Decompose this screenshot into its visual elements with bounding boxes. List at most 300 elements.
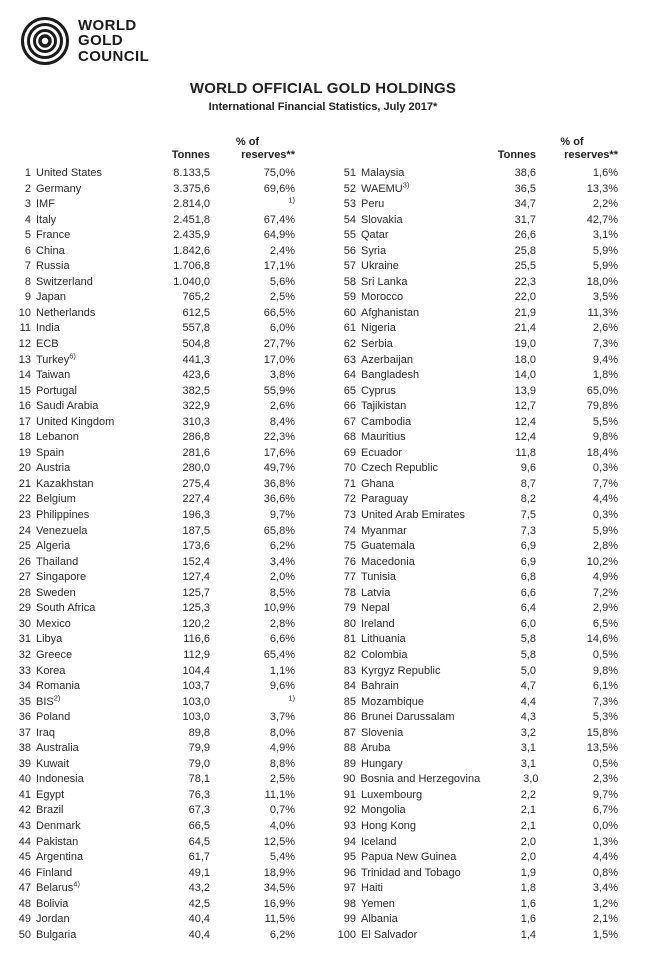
row-rank: 55 bbox=[343, 229, 356, 242]
tonnes-value: 2.814,0 bbox=[173, 198, 210, 211]
tonnes-value: 21,4 bbox=[514, 322, 536, 335]
country-name: Peru bbox=[361, 198, 385, 211]
tonnes-header: Tonnes bbox=[497, 149, 536, 161]
reserves-percent: 2,0% bbox=[269, 571, 295, 584]
country-name: Azerbaijan bbox=[361, 353, 413, 366]
table-row bbox=[335, 244, 618, 260]
tonnes-value: 36,5 bbox=[514, 182, 536, 195]
reserves-percent: 2,9% bbox=[592, 602, 618, 615]
table-row bbox=[335, 524, 618, 540]
tonnes-value: 275,4 bbox=[182, 477, 210, 490]
table-row bbox=[335, 803, 618, 819]
country-name: Paraguay bbox=[361, 493, 409, 506]
reserves-percent: 2,8% bbox=[592, 540, 618, 553]
table-row bbox=[335, 617, 618, 633]
tonnes-value: 6,6 bbox=[520, 586, 536, 599]
tonnes-value: 49,1 bbox=[188, 866, 210, 879]
row-rank: 4 bbox=[24, 213, 31, 226]
reserves-percent: 7,2% bbox=[592, 586, 618, 599]
reserves-percent: 18,0% bbox=[586, 275, 618, 288]
table-row bbox=[335, 928, 618, 944]
row-rank: 71 bbox=[343, 477, 356, 490]
tonnes-value: 1,4 bbox=[520, 928, 536, 941]
row-rank: 8 bbox=[24, 275, 31, 288]
table-row bbox=[15, 648, 295, 664]
reserves-percent: 67,4% bbox=[263, 213, 295, 226]
rows-right bbox=[335, 166, 618, 943]
tonnes-value: 42,5 bbox=[188, 897, 210, 910]
tonnes-value: 25,8 bbox=[514, 244, 536, 257]
table-row bbox=[335, 166, 618, 182]
row-rank: 62 bbox=[343, 338, 356, 351]
table-row bbox=[335, 741, 618, 757]
country-name: Russia bbox=[36, 260, 70, 273]
table-row bbox=[335, 384, 618, 400]
table-row bbox=[335, 912, 618, 928]
tonnes-value: 14,0 bbox=[514, 369, 536, 382]
row-rank: 17 bbox=[18, 415, 31, 428]
country-name: Colombia bbox=[361, 648, 408, 661]
country-name: ECB bbox=[36, 338, 59, 351]
row-rank: 50 bbox=[18, 928, 31, 941]
reserves-percent: 11,3% bbox=[587, 306, 618, 319]
row-rank: 21 bbox=[18, 477, 31, 490]
table-row bbox=[15, 384, 295, 400]
country-name: Italy bbox=[36, 213, 57, 226]
country-name: Belgium bbox=[36, 493, 76, 506]
reserves-percent: 5,9% bbox=[592, 244, 618, 257]
tonnes-value: 112,9 bbox=[183, 648, 210, 661]
reserves-header: reserves** bbox=[241, 149, 295, 161]
country-name: Brunei Darussalam bbox=[361, 711, 455, 724]
country-name: Switzerland bbox=[36, 275, 93, 288]
tonnes-value: 765,2 bbox=[182, 291, 210, 304]
tonnes-value: 3,1 bbox=[520, 742, 536, 755]
table-row bbox=[15, 757, 295, 773]
logo-line-council: COUNCIL bbox=[78, 47, 150, 65]
reserves-percent: 10,2% bbox=[586, 555, 618, 568]
country-name: Lebanon bbox=[36, 431, 79, 444]
row-rank: 12 bbox=[18, 338, 31, 351]
tonnes-value: 38,6 bbox=[514, 167, 536, 179]
tonnes-value: 5,8 bbox=[520, 648, 536, 661]
reserves-percent: 9,7% bbox=[592, 788, 618, 801]
country-name: Jordan bbox=[36, 913, 70, 926]
row-rank: 6 bbox=[24, 244, 31, 257]
country-name: Poland bbox=[36, 711, 71, 724]
table-row bbox=[335, 772, 618, 788]
tonnes-value: 6,9 bbox=[520, 555, 536, 568]
row-rank: 96 bbox=[343, 866, 356, 879]
reserves-percent: 12,5% bbox=[263, 835, 295, 848]
country-name: Saudi Arabia bbox=[36, 400, 99, 413]
tonnes-value: 504,8 bbox=[182, 338, 210, 351]
table-row bbox=[15, 415, 295, 431]
tonnes-value: 152,4 bbox=[182, 555, 210, 568]
row-rank: 41 bbox=[18, 788, 31, 801]
table-row bbox=[335, 290, 618, 306]
reserves-percent: 17,6% bbox=[263, 446, 295, 459]
reserves-percent: 17,1% bbox=[263, 260, 295, 273]
row-rank: 5 bbox=[24, 229, 31, 242]
country-name: Singapore bbox=[36, 571, 87, 584]
row-rank: 1 bbox=[24, 167, 31, 179]
tonnes-value: 6,8 bbox=[520, 571, 536, 584]
tonnes-value: 3,2 bbox=[520, 726, 536, 739]
table-row bbox=[15, 741, 295, 757]
row-rank: 58 bbox=[343, 275, 356, 288]
country-name: Slovenia bbox=[361, 726, 404, 739]
row-rank: 72 bbox=[343, 493, 356, 506]
tonnes-value: 76,3 bbox=[188, 788, 210, 801]
reserves-percent: 18,9% bbox=[263, 866, 295, 879]
table-row bbox=[15, 461, 295, 477]
reserves-percent: 8,8% bbox=[269, 757, 295, 770]
country-name: Kyrgyz Republic bbox=[361, 664, 441, 677]
row-rank: 36 bbox=[18, 711, 31, 724]
tonnes-value: 19,0 bbox=[514, 338, 536, 351]
row-rank: 30 bbox=[18, 617, 31, 630]
tonnes-value: 6,9 bbox=[520, 540, 536, 553]
row-rank: 46 bbox=[18, 866, 31, 879]
reserves-percent: 2,5% bbox=[269, 291, 295, 304]
country-name: Yemen bbox=[361, 897, 395, 910]
reserves-percent: 0,7% bbox=[269, 804, 295, 817]
reserves-percent: 55,9% bbox=[263, 384, 295, 397]
table-row bbox=[335, 648, 618, 664]
reserves-percent: 34,5% bbox=[263, 882, 295, 895]
tonnes-value: 322,9 bbox=[182, 400, 210, 413]
table-row bbox=[335, 710, 618, 726]
country-name: Brazil bbox=[36, 804, 64, 817]
country-name: Serbia bbox=[361, 338, 393, 351]
tonnes-value: 4,7 bbox=[520, 680, 536, 693]
country-name: Kazakhstan bbox=[36, 477, 94, 490]
table-row bbox=[335, 757, 618, 773]
table-row bbox=[335, 477, 618, 493]
table-row bbox=[15, 321, 295, 337]
tonnes-value: 1.706,8 bbox=[173, 260, 210, 273]
country-name: Australia bbox=[36, 742, 79, 755]
reserves-percent: 0,5% bbox=[592, 648, 618, 661]
country-name: Lithuania bbox=[361, 633, 406, 646]
reserves-percent: 0,5% bbox=[592, 757, 618, 770]
tonnes-value: 8,2 bbox=[520, 493, 536, 506]
country-name: India bbox=[36, 322, 60, 335]
pct-of-header: % of bbox=[235, 136, 260, 148]
table-row bbox=[15, 928, 295, 944]
table-row bbox=[335, 601, 618, 617]
reserves-percent: 1,5% bbox=[592, 928, 618, 941]
row-rank: 16 bbox=[18, 400, 31, 413]
row-rank: 82 bbox=[343, 648, 356, 661]
row-rank: 48 bbox=[18, 897, 31, 910]
tonnes-value: 4,3 bbox=[520, 711, 536, 724]
country-name: Hungary bbox=[361, 757, 403, 770]
tonnes-value: 11,8 bbox=[515, 446, 536, 459]
country-name: Turkey$^{6)}$ bbox=[36, 350, 76, 366]
country-name: Morocco bbox=[361, 291, 404, 304]
country-name: Trinidad and Tobago bbox=[361, 866, 461, 879]
row-rank: 35 bbox=[18, 695, 31, 708]
reserves-percent: 4,4% bbox=[592, 851, 618, 864]
country-name: Afghanistan bbox=[361, 306, 420, 319]
row-rank: 98 bbox=[343, 897, 356, 910]
tonnes-value: 34,7 bbox=[514, 198, 536, 211]
row-rank: 15 bbox=[18, 384, 31, 397]
tonnes-value: 64,5 bbox=[188, 835, 210, 848]
tonnes-value: 227,4 bbox=[182, 493, 210, 506]
reserves-percent: 8,0% bbox=[269, 726, 295, 739]
country-name: Romania bbox=[36, 680, 81, 693]
row-rank: 86 bbox=[343, 711, 356, 724]
tonnes-value: 103,7 bbox=[182, 680, 210, 693]
header-row-pct-of-right bbox=[335, 136, 618, 149]
row-rank: 91 bbox=[343, 788, 356, 801]
table-row bbox=[335, 446, 618, 462]
reserves-percent: 4,0% bbox=[269, 819, 295, 832]
tonnes-value: 2.451,8 bbox=[173, 213, 210, 226]
reserves-percent: 0,3% bbox=[592, 462, 618, 475]
tonnes-value: 40,4 bbox=[188, 913, 210, 926]
country-name: Syria bbox=[361, 244, 387, 257]
table-row bbox=[335, 213, 618, 229]
reserves-percent: 2,2% bbox=[592, 198, 618, 211]
table-row bbox=[15, 290, 295, 306]
row-rank: 22 bbox=[18, 493, 31, 506]
country-name: Philippines bbox=[36, 509, 90, 522]
tonnes-value: 423,6 bbox=[182, 369, 210, 382]
tonnes-value: 196,3 bbox=[182, 509, 210, 522]
reserves-percent: 5,6% bbox=[269, 275, 295, 288]
reserves-percent: 22,3% bbox=[263, 431, 295, 444]
reserves-percent: 8,5% bbox=[269, 586, 295, 599]
tonnes-value: 7,3 bbox=[520, 524, 536, 537]
tonnes-value: 125,3 bbox=[182, 602, 210, 615]
reserves-percent: 3,4% bbox=[269, 555, 295, 568]
tonnes-value: 31,7 bbox=[514, 213, 536, 226]
row-rank: 76 bbox=[343, 555, 356, 568]
table-row bbox=[335, 679, 618, 695]
row-rank: 83 bbox=[343, 664, 356, 677]
tonnes-value: 3,1 bbox=[520, 757, 536, 770]
row-rank: 26 bbox=[18, 555, 31, 568]
table-left-half bbox=[15, 136, 295, 943]
table-row bbox=[335, 788, 618, 804]
country-name: Kuwait bbox=[36, 757, 70, 770]
country-name: Bangladesh bbox=[361, 369, 420, 382]
row-rank: 69 bbox=[343, 446, 356, 459]
row-rank: 9 bbox=[24, 291, 31, 304]
reserves-percent: 49,7% bbox=[263, 462, 295, 475]
table-row bbox=[335, 461, 618, 477]
reserves-percent: 11,5% bbox=[264, 913, 295, 926]
tonnes-value: 173,6 bbox=[182, 540, 210, 553]
table-row bbox=[335, 632, 618, 648]
row-rank: 80 bbox=[343, 617, 356, 630]
country-name: BIS$^{2)}$ bbox=[36, 692, 61, 708]
row-rank: 44 bbox=[18, 835, 31, 848]
country-name: Cyprus bbox=[361, 384, 396, 397]
row-rank: 60 bbox=[343, 306, 356, 319]
table-row bbox=[335, 835, 618, 851]
row-rank: 84 bbox=[343, 680, 356, 693]
country-name: Ireland bbox=[361, 617, 395, 630]
reserves-percent: 2,3% bbox=[592, 773, 619, 786]
table-row bbox=[15, 508, 295, 524]
tonnes-value: 4,4 bbox=[520, 695, 536, 708]
reserves-percent: 7,7% bbox=[592, 477, 618, 490]
table-row bbox=[15, 850, 295, 866]
row-rank: 37 bbox=[18, 726, 31, 739]
tonnes-value: 103,0 bbox=[182, 695, 210, 708]
reserves-percent: 3,5% bbox=[592, 291, 618, 304]
country-name: Algeria bbox=[36, 540, 71, 553]
tonnes-value: 1.842,6 bbox=[173, 244, 210, 257]
row-rank: 63 bbox=[343, 353, 356, 366]
reserves-percent: 3,8% bbox=[269, 369, 295, 382]
country-name: Mongolia bbox=[361, 804, 406, 817]
country-name: Denmark bbox=[36, 819, 81, 832]
table-row bbox=[15, 350, 295, 369]
row-rank: 57 bbox=[343, 260, 356, 273]
country-name: Nigeria bbox=[361, 322, 396, 335]
header-row-pct-of-left bbox=[15, 136, 295, 149]
tonnes-value: 22,0 bbox=[514, 291, 536, 304]
row-rank: 75 bbox=[343, 540, 356, 553]
row-rank: 68 bbox=[343, 431, 356, 444]
reserves-percent: 5,9% bbox=[592, 260, 618, 273]
reserves-percent: 5,4% bbox=[269, 851, 295, 864]
table-row bbox=[15, 524, 295, 540]
reserves-percent: 9,7% bbox=[269, 509, 295, 522]
row-rank: 14 bbox=[18, 369, 31, 382]
reserves-percent: 3,1% bbox=[592, 229, 618, 242]
tonnes-value: 103,0 bbox=[182, 711, 210, 724]
row-rank: 13 bbox=[18, 353, 31, 366]
reserves-percent: 10,9% bbox=[263, 602, 295, 615]
reserves-percent: 69,6% bbox=[263, 182, 295, 195]
row-rank: 49 bbox=[18, 913, 31, 926]
row-rank: 67 bbox=[343, 415, 356, 428]
table-row bbox=[335, 819, 618, 835]
reserves-percent: 9,4% bbox=[592, 353, 618, 366]
table-row bbox=[335, 275, 618, 291]
table-row bbox=[335, 555, 618, 571]
reserves-percent: 2,6% bbox=[592, 322, 618, 335]
table-row bbox=[15, 399, 295, 415]
row-rank: 93 bbox=[343, 819, 356, 832]
table-row bbox=[15, 446, 295, 462]
country-name: Egypt bbox=[36, 788, 65, 801]
tonnes-value: 2,0 bbox=[520, 835, 536, 848]
tonnes-value: 22,3 bbox=[514, 275, 536, 288]
row-rank: 100 bbox=[337, 928, 356, 941]
row-rank: 33 bbox=[18, 664, 31, 677]
tonnes-value: 40,4 bbox=[188, 928, 210, 941]
table-row bbox=[15, 492, 295, 508]
country-name: Myanmar bbox=[361, 524, 407, 537]
reserves-percent: 4,4% bbox=[592, 493, 618, 506]
country-name: Mexico bbox=[36, 617, 71, 630]
header-row-left bbox=[15, 149, 295, 162]
tonnes-value: 382,5 bbox=[182, 384, 210, 397]
tonnes-value: 441,3 bbox=[182, 353, 210, 366]
table-row bbox=[335, 897, 618, 913]
country-name: Indonesia bbox=[36, 773, 84, 786]
country-name: Haiti bbox=[361, 882, 384, 895]
table-row bbox=[15, 772, 295, 788]
country-name: Iraq bbox=[36, 726, 55, 739]
tonnes-value: 26,6 bbox=[514, 229, 536, 242]
country-name: Ukraine bbox=[361, 260, 399, 273]
logo-line-world: WORLD bbox=[78, 16, 137, 34]
row-rank: 47 bbox=[18, 882, 31, 895]
tonnes-value: 89,8 bbox=[188, 726, 210, 739]
reserves-percent: 79,8% bbox=[586, 400, 618, 413]
table-row bbox=[15, 166, 295, 182]
table-right-half bbox=[335, 136, 618, 943]
tonnes-value: 8,7 bbox=[520, 477, 536, 490]
country-name: Slovakia bbox=[361, 213, 403, 226]
row-rank: 52 bbox=[343, 182, 356, 195]
row-rank: 3 bbox=[24, 198, 31, 211]
row-rank: 78 bbox=[343, 586, 356, 599]
tonnes-value: 280,0 bbox=[182, 462, 210, 475]
tonnes-value: 5,8 bbox=[520, 633, 536, 646]
country-name: El Salvador bbox=[361, 928, 418, 941]
country-name: WAEMU$^{3)}$ bbox=[361, 179, 410, 195]
reserves-percent: 9,8% bbox=[592, 664, 618, 677]
row-rank: 19 bbox=[18, 446, 31, 459]
row-rank: 92 bbox=[343, 804, 356, 817]
row-rank: 94 bbox=[343, 835, 356, 848]
row-rank: 18 bbox=[18, 431, 31, 444]
tonnes-value: 125,7 bbox=[182, 586, 210, 599]
row-rank: 29 bbox=[18, 602, 31, 615]
tonnes-value: 7,5 bbox=[520, 509, 536, 522]
table-row bbox=[15, 368, 295, 384]
reserves-header: reserves** bbox=[564, 149, 618, 161]
reserves-percent: 9,8% bbox=[592, 431, 618, 444]
reserves-percent: 1,6% bbox=[592, 167, 618, 179]
row-rank: 88 bbox=[343, 742, 356, 755]
table-row bbox=[15, 912, 295, 928]
tonnes-value: 12,7 bbox=[514, 400, 536, 413]
tonnes-value: 67,3 bbox=[188, 804, 210, 817]
reserves-percent: 36,6% bbox=[263, 493, 295, 506]
table-row bbox=[335, 508, 618, 524]
reserves-percent: 6,5% bbox=[592, 617, 618, 630]
row-rank: 74 bbox=[343, 524, 356, 537]
table-row bbox=[15, 337, 295, 353]
row-rank: 11 bbox=[19, 322, 31, 335]
tonnes-value: 79,9 bbox=[188, 742, 210, 755]
table-row bbox=[335, 586, 618, 602]
country-name: Portugal bbox=[36, 384, 77, 397]
row-rank: 51 bbox=[343, 167, 356, 179]
reserves-percent: 6,0% bbox=[269, 322, 295, 335]
tonnes-value: 1.040,0 bbox=[173, 275, 210, 288]
country-name: Taiwan bbox=[36, 369, 71, 382]
country-name: Spain bbox=[36, 446, 65, 459]
reserves-percent: 3,7% bbox=[269, 711, 295, 724]
reserves-percent: 11,1% bbox=[264, 788, 295, 801]
country-name: Cambodia bbox=[361, 415, 412, 428]
country-name: Germany bbox=[36, 182, 82, 195]
table-row bbox=[15, 803, 295, 819]
country-name: Hong Kong bbox=[361, 819, 417, 832]
